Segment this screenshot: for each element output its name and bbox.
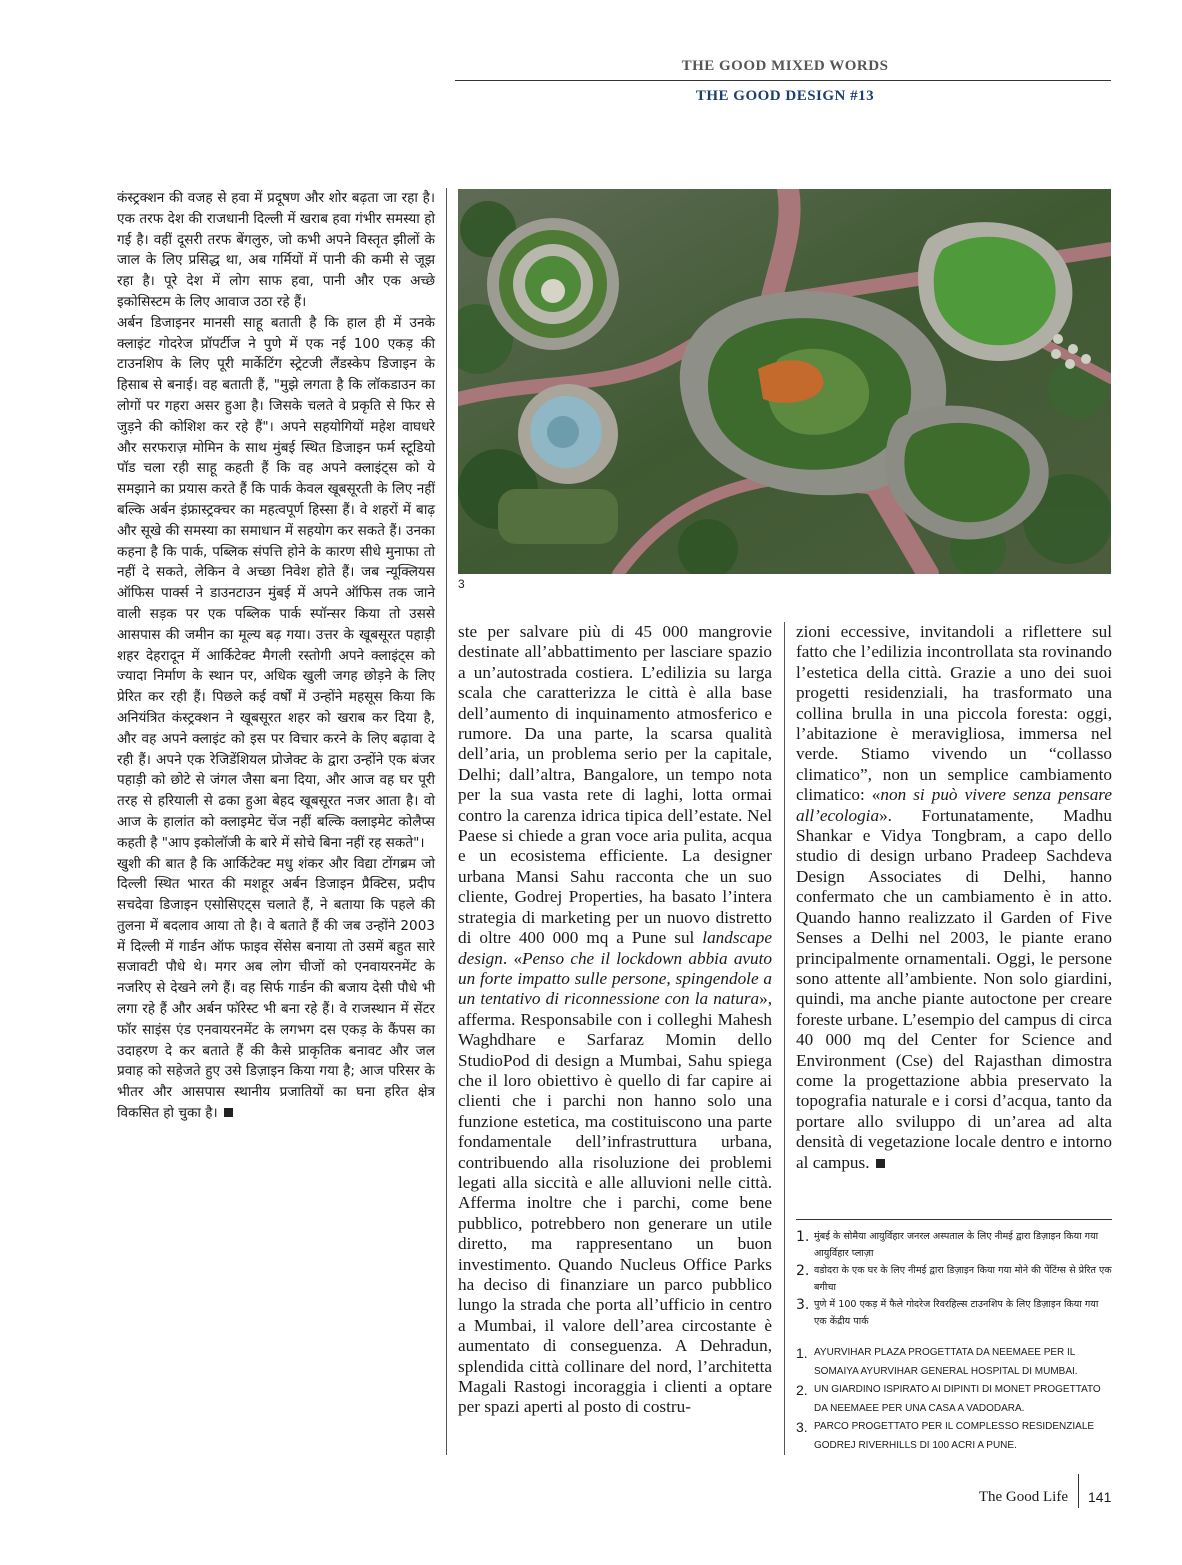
caption-hindi-1 bbox=[796, 1228, 1114, 1262]
photo-number: 3 bbox=[458, 577, 465, 591]
caption-text: मुंबई के सोमैया आयुर्विहार जनरल अस्पताल के लिए नीमई द्वारा डिज़ाइन किया गया आयुर्विहार प्लाज़ा bbox=[814, 1231, 1099, 1259]
end-of-article-mark bbox=[876, 1159, 885, 1168]
captions-hindi bbox=[796, 1228, 1114, 1330]
caption-number: 1. bbox=[796, 1229, 810, 1245]
caption-italian-3 bbox=[796, 1418, 1114, 1455]
aerial-park-photo bbox=[458, 189, 1111, 574]
caption-text: AYURVIHAR PLAZA PROGETTATA DA NEEMAEE PER IL SOMAIYA AYURVIHAR GENERAL HOSPITAL DI MUMBAI. bbox=[814, 1347, 1078, 1377]
italian-article-column-1 bbox=[458, 622, 772, 1418]
caption-number: 1. bbox=[796, 1345, 808, 1361]
magazine-name: The Good Life bbox=[978, 1489, 1068, 1505]
hindi-paragraph-2: अर्बन डिजाइनर मानसी साहू बताती है कि हाल ही में उनके क्लाइंट गोदरेज प्रॉपर्टीज ने पुणे में एक नई 100 एकड़ की टाउनशिप के लिए पूरी मार्केटिंग स्ट्रेटजी लैंडस्केप डिजाइन के हिसाब से बनाई। वह बताती हैं, "मुझे लगता है कि लॉकडाउन का लोगों पर गहरा असर हुआ है। जिसके चलते वे प्रकृति से फिर से जुड़ने की कोशिश कर रहे हैं"। अपने सहयोगियों महेश वाघधरे और सरफराज़ मोमिन के साथ मुंबई स्थित डिजाइन फर्म स्टूडियो पॉड चला रही साहू कहती हैं कि वह अपने क्लाइंट्स को ये समझाने का प्रयास करते हैं कि पार्क केवल खूबसूरती के लिए नहीं बल्कि अर्बन इंफ्रास्ट्रक्चर का महत्वपूर्ण हिस्सा हैं। वे शहरों में बाढ़ और सूखे की समस्या का समाधान में सहयोग कर सकते हैं। उनका कहना है कि पार्क, पब्लिक संपत्ति होने के कारण सीधे मुनाफा तो नहीं दे सकते, लेकिन वे अच्छा निवेश होते हैं। जब न्यूक्लियस ऑफिस पार्क्स ने डाउनटाउन मुंबई में अपने ऑफिस तक जाने वाली सड़क पर एक पब्लिक पार्क स्पॉन्सर किया तो उससे आसपास की जमीन का मूल्य बढ़ गया। उत्तर के खूबसूरत पहाड़ी शहर देहरादून में आर्किटेक्ट मैगली रस्तोगी अपने क्लाइंट्स को ज्यादा निर्माण के स्थान पर, अधिक खुली जगह छोड़ने के लिए प्रेरित कर रही हैं। पिछले कई वर्षों में उन्होंने महसूस किया कि अनियंत्रित कंस्ट्रक्शन ने खूबसूरत शहर को खराब कर दिया है, और वह अपने क्लाइंट को इस पर विचार करने के लिए बढ़ावा दे रही हैं। अपने एक रेजिडेंशियल प्रोजेक्ट के द्वारा उन्होंने एक बंजर पहाड़ी को छोटे से जंगल जैसा बना दिया, और आज वह घर पूरी तरह से हरियाली से ढका हुआ बेहद खूबसूरत नजर आता है। वो आज के हालांत को क्लाइमेट चेंज नहीं बल्कि क्लाइमेट कोलैप्स कहती है "आप इकोलॉजी के बारे में सोचे बिना नहीं रह सकते"। bbox=[117, 314, 435, 851]
hindi-paragraph-3 bbox=[117, 854, 435, 1124]
text-run: », afferma. Responsabile con i colleghi Mahesh Waghdhare e Sarfaraz Momin dello StudioPod di design a Mumbai, Sahu spiega che il loro obiettivo è quello di far capire ai clienti che i parchi non hanno solo una funzione estetica, ma costituiscono una parte fondamentale dell’infrastruttura urbana, contribuendo alla risoluzione dei problemi legati alla siccità e alle alluvioni nelle città. Afferma inoltre che i parchi, come bene pubblico, potrebbero non generare un utile diretto, ma rappresentano un buon investimento. Quando Nucleus Office Parks ha deciso di finanziare un parco pubblico lungo la strada che porta all’ufficio in centro a Mumbai, il valore dell’area circostante è aumentato di conseguenza. A Dehradun, splendida città collinare del nord, l’architetta Magali Rastogi incoraggia i clienti a optare per spazi aperti al posto di costru- bbox=[458, 989, 772, 1417]
text-run: ste per salvare più di 45 000 mangrovie destinate all’abbattimento per lasciare spazio a un’autostrada costiera. L’edilizia su larga scala che caratterizza le città è alla base dell’aumento di inquinamento atmosferico e rumore. Da una parte, la scarsa qualità dell’aria, un problema serio per la capitale, Delhi; dall’altra, Bangalore, un tempo nota per la sua vasta rete di laghi, lotta ormai contro la carenza idrica tipica dell’estate. Nel Paese si chiede a gran voce aria pulita, acqua e un ecosistema efficiente. La designer urbana Mansi Sahu racconta che un suo cliente, Godrej Properties, ha basato l’intera strategia di marketing per un nuovo distretto di oltre 400 000 mq a Pune sul bbox=[458, 622, 772, 948]
hindi-article bbox=[117, 188, 435, 1124]
italian-paragraph-2 bbox=[796, 622, 1112, 1173]
caption-text: पुणे में 100 एकड़ में फैले गोदरेज रिवरहिल्स टाउनशिप के लिए डिज़ाइन किया गया एक केंद्रीय पार्क bbox=[814, 1299, 1099, 1327]
italian-article-column-2 bbox=[796, 622, 1112, 1173]
caption-number: 3. bbox=[796, 1419, 808, 1435]
page-number: 141 bbox=[1088, 1489, 1112, 1505]
captions-italian bbox=[796, 1344, 1114, 1455]
text-run: ». Fortunatamente, Madhu Shankar e Vidya Tongbram, a capo dello studio di design urbano Pradeep Sachdeva Design Associates di Delhi, hanno confermato che un cambiamento è in atto. Quando hanno realizzato il Garden of Five Senses a Delhi nel 2003, le piante erano principalmente ornamentali. Oggi, le persone sono attente all’ambiente. Non solo giardini, quindi, ma anche piante autoctone per creare foreste urbane. L’esempio del campus di circa 40 000 mq del Center for Science and Environment (Cse) del Rajasthan dimostra come la progettazione abbia preservato la topografia naturale e i corsi d’acqua, tanto da portare allo sviluppo di un’area ad alta densità di vegetazione locale dentro e intorno al campus. bbox=[796, 805, 1112, 1172]
header-divider bbox=[455, 80, 1111, 81]
end-of-article-mark bbox=[224, 1108, 233, 1117]
italian-paragraph-1 bbox=[458, 622, 772, 1418]
aerial-park-illustration bbox=[458, 189, 1111, 574]
captions-divider bbox=[796, 1219, 1112, 1220]
amphitheater bbox=[487, 218, 619, 350]
column-divider bbox=[784, 622, 785, 1455]
italic-quote: non si può vivere senza pensare all’ecologia bbox=[796, 785, 1112, 825]
italic-quote: Penso che il lockdown abbia avuto un forte impatto sulle persone, spingendole a un tentativo di riconnessione con la natura bbox=[458, 948, 772, 1009]
caption-number: 2. bbox=[796, 1382, 808, 1398]
caption-number: 3. bbox=[796, 1297, 810, 1313]
section-title: THE GOOD DESIGN #13 bbox=[695, 88, 875, 104]
text-run: zioni eccessive, invitandoli a riflettere sul fatto che l’edilizia incontrollata sta rovinando l’estetica della città. Grazie a uno dei suoi progetti residenziali, ha trasformato una collina brulla in una piccola foresta: oggi, l’abitazione è meravigliosa, immersa nel verde. Stiamo vivendo un “collasso climatico”, non un semplice cambiamento climatico: « bbox=[796, 622, 1112, 805]
hindi-paragraph-3-text: खुशी की बात है कि आर्किटेक्ट मधु शंकर और विद्या टोंगब्रम जो दिल्ली स्थित भारत की मशहूर अर्बन डिजाइन प्रैक्टिस, प्रदीप सचदेवा डिजाइन एसोसिएट्स चलाते हैं, ने बताया कि पहले की तुलना में बदलाव आया तो है। वे बताते हैं की जब उन्होंने 2003 में दिल्ली में गार्डन ऑफ फाइव सेंसेस बनाया तो उसमें बहुत सारे सजावटी पौधे थे। मगर अब लोग चीजों को एनवायरनमेंट के नजरिए से देखने लगे हैं। वह सिर्फ गार्डन की बजाय देसी पौधे भी लगा रहे हैं और अर्बन फॉरेस्ट भी बना रहे हैं। वे राजस्थान में सेंटर फॉर साइंस एंड एनवायरनमेंट के लगभग दस एकड़ के कैंपस का उदाहरण दे कर बताते हैं की कैसे प्राकृतिक बनावट और जल प्रवाह को सहेजते हुए उसे डिज़ाइन किया गया है; आज परिसर के भीतर और आसपास स्थानीय प्रजातियों का घना हरित क्षेत्र विकसित हो चुका है। bbox=[117, 855, 435, 1122]
caption-text: UN GIARDINO ISPIRATO AI DIPINTI DI MONET PROGETTATO DA NEEMAEE PER UNA CASA A VADODARA. bbox=[814, 1384, 1101, 1414]
section-kicker: THE GOOD MIXED WORDS bbox=[681, 58, 889, 74]
footer-divider bbox=[1078, 1474, 1079, 1508]
caption-number: 2. bbox=[796, 1263, 810, 1279]
italic-run: landscape design bbox=[458, 928, 772, 968]
caption-hindi-2 bbox=[796, 1262, 1114, 1296]
text-run: . « bbox=[502, 948, 523, 968]
caption-hindi-3 bbox=[796, 1296, 1114, 1330]
column-divider bbox=[446, 188, 447, 1455]
caption-text: PARCO PROGETTATO PER IL COMPLESSO RESIDENZIALE GODREJ RIVERHILLS DI 100 ACRI A PUNE. bbox=[814, 1421, 1095, 1451]
caption-text: वडोदरा के एक घर के लिए नीमई द्वारा डिज़ाइन किया गया मोने की पेंटिंग्स से प्रेरित एक बगीचा bbox=[814, 1265, 1112, 1293]
caption-italian-2 bbox=[796, 1381, 1114, 1418]
hindi-paragraph-1: कंस्ट्रक्शन की वजह से हवा में प्रदूषण और शोर बढ़ता जा रहा है। एक तरफ देश की राजधानी दिल्ली में खराब हवा गंभीर समस्या हो गई है। वहीं दूसरी तरफ बेंगलुरु, जो कभी अपने विस्तृत झीलों के जाल के लिए प्रसिद्ध था, अब गर्मियों में पानी की कमी से जूझ रहा है। पूरे देश में लोग साफ हवा, पानी और एक अच्छे इकोसिस्टम के लिए आवाज उठा रहे हैं। bbox=[117, 190, 435, 310]
caption-italian-1 bbox=[796, 1344, 1114, 1381]
